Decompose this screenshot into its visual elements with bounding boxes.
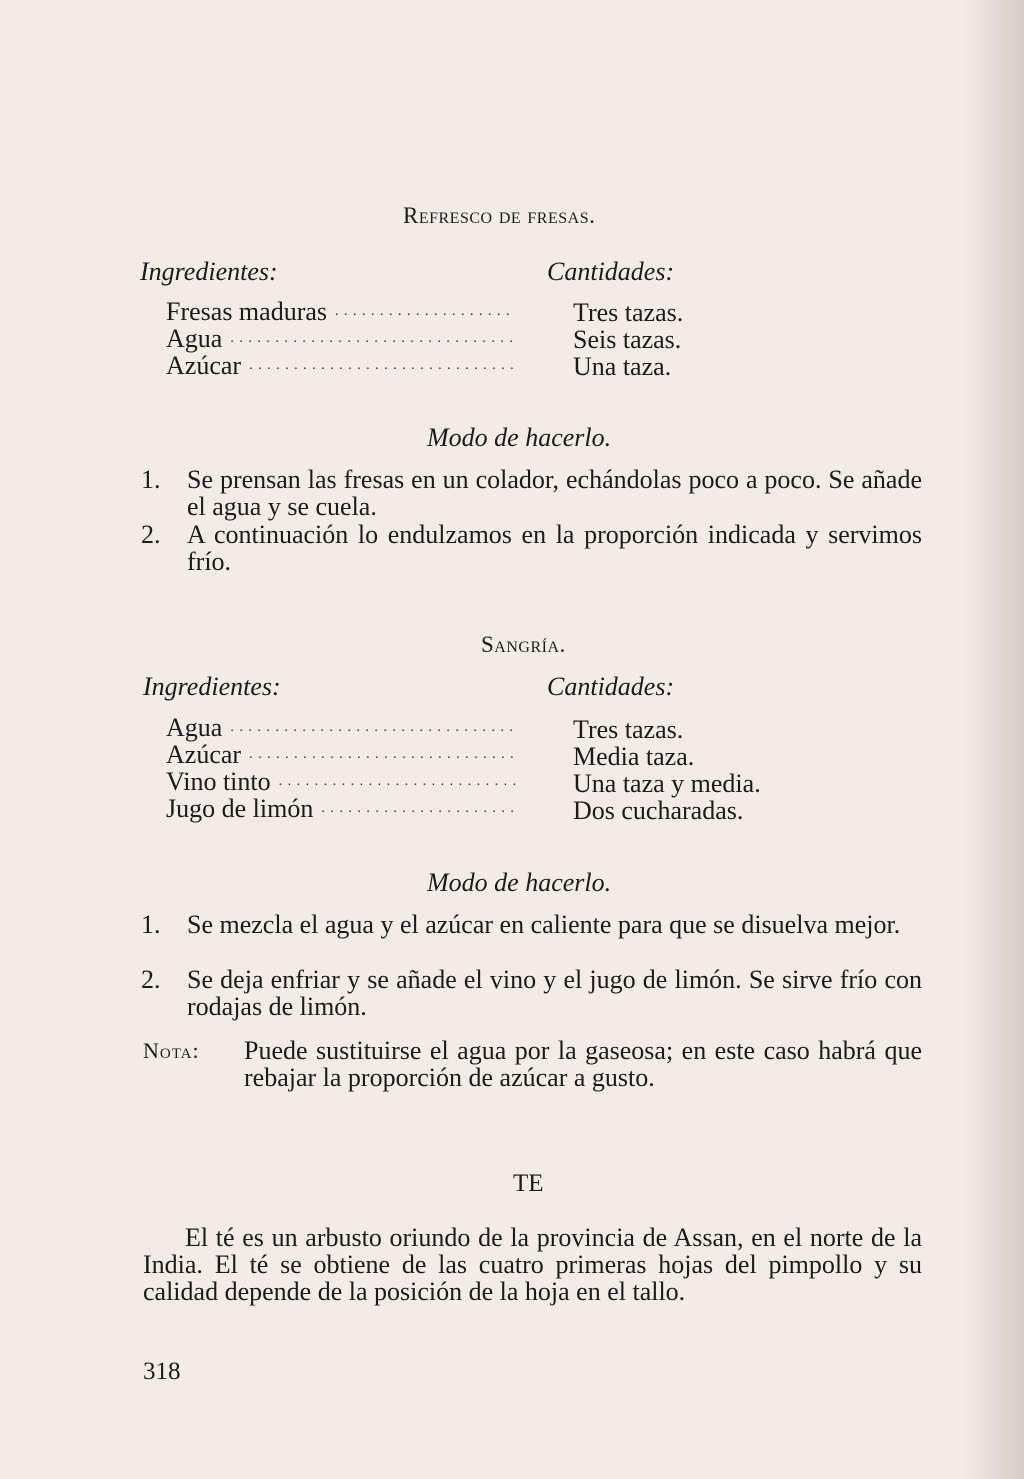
note-text: Puede sustituirse el agua por la gaseosa; en este caso habrá que rebajar la proporción de azúcar a gusto. bbox=[244, 1036, 922, 1092]
ingredient-qty: Seis tazas. bbox=[573, 325, 682, 354]
ingredient-row bbox=[166, 768, 516, 795]
step-text: Se deja enfriar y se añade el vino y el jugo de limón. Se sirve frío con rodajas de limón. bbox=[187, 965, 922, 1021]
te-paragraph: El té es un arbusto oriundo de la provincia de Assan, en el norte de la India. El té se obtiene de las cuatro primeras hojas del pimpollo y su calidad depende de la posición de la hoja en el tallo. bbox=[143, 1223, 922, 1306]
leader-dots bbox=[249, 352, 516, 379]
quantities-heading: Cantidades: bbox=[547, 257, 675, 286]
ingredient-row bbox=[166, 352, 516, 379]
ingredient-row bbox=[166, 795, 516, 822]
method-heading: Modo de hacerlo. bbox=[427, 868, 612, 897]
ingredient-name: Azúcar bbox=[166, 351, 242, 380]
recipe-title-refresco: Refresco de fresas. bbox=[403, 203, 596, 228]
step-number: 1. bbox=[141, 910, 161, 939]
ingredient-row bbox=[166, 741, 516, 768]
step-text: Se prensan las fresas en un colador, echándolas poco a poco. Se añade el agua y se cuela. bbox=[187, 465, 922, 521]
ingredient-row bbox=[166, 714, 516, 741]
ingredient-row bbox=[166, 298, 516, 325]
ingredient-name: Azúcar bbox=[166, 740, 242, 769]
ingredient-qty: Dos cucharadas. bbox=[573, 796, 744, 825]
leader-dots bbox=[335, 298, 516, 325]
leader-dots bbox=[230, 714, 516, 741]
ingredients-heading: Ingredientes: bbox=[143, 672, 281, 701]
step-number: 1. bbox=[141, 465, 161, 494]
leader-dots bbox=[249, 741, 516, 768]
leader-dots bbox=[230, 325, 516, 352]
section-title-te: TE bbox=[513, 1170, 544, 1197]
ingredient-qty: Tres tazas. bbox=[573, 715, 684, 744]
leader-dots bbox=[321, 795, 516, 822]
method-heading: Modo de hacerlo. bbox=[427, 423, 612, 452]
recipe-title-sangria: Sangría. bbox=[481, 632, 566, 657]
ingredient-qty: Una taza y media. bbox=[573, 769, 761, 798]
ingredient-name: Agua bbox=[166, 324, 223, 353]
page-number: 318 bbox=[143, 1358, 181, 1385]
ingredient-name: Fresas maduras bbox=[166, 297, 328, 326]
page-edge-shadow bbox=[964, 0, 1024, 1479]
ingredient-name: Jugo de limón bbox=[166, 794, 314, 823]
ingredient-row bbox=[166, 325, 516, 352]
quantities-heading: Cantidades: bbox=[547, 672, 675, 701]
step-text: A continuación lo endulzamos en la proporción indicada y servimos frío. bbox=[187, 520, 922, 576]
leader-dots bbox=[279, 768, 516, 795]
step-number: 2. bbox=[141, 520, 161, 549]
ingredient-name: Vino tinto bbox=[166, 767, 271, 796]
step-number: 2. bbox=[141, 965, 161, 994]
ingredients-heading: Ingredientes: bbox=[140, 257, 278, 286]
note-label: Nota: bbox=[143, 1038, 200, 1063]
ingredient-qty: Tres tazas. bbox=[573, 298, 684, 327]
step-text: Se mezcla el agua y el azúcar en caliente para que se disuelva mejor. bbox=[187, 910, 901, 939]
ingredient-qty: Una taza. bbox=[573, 352, 672, 381]
ingredient-name: Agua bbox=[166, 713, 223, 742]
ingredient-qty: Media taza. bbox=[573, 742, 695, 771]
